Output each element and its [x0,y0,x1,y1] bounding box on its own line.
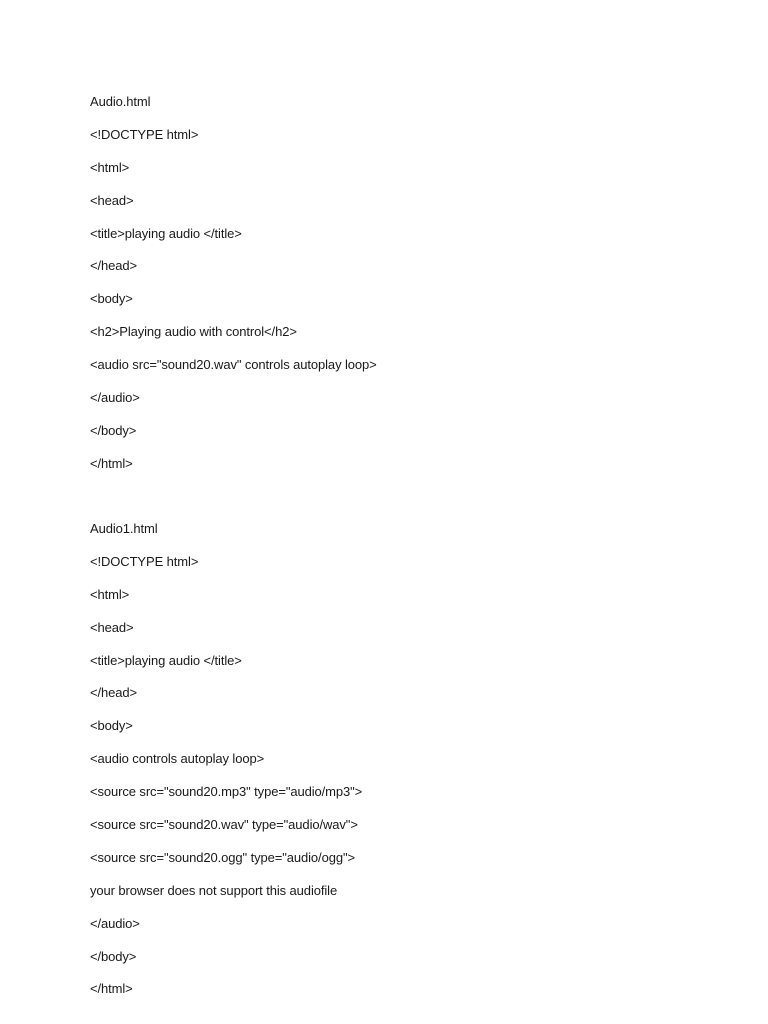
code-line: <html> [90,586,130,602]
code-line: <body> [90,718,133,734]
code-line: <html> [90,159,130,175]
code-line: </html> [90,455,133,471]
code-line: <title>playing audio </title> [90,652,242,668]
section-filename: Audio1.html [90,521,158,536]
code-line: your browser does not support this audiofile [90,882,338,898]
code-line: </body> [90,422,137,438]
code-section-audio-html [90,92,377,487]
code-line: <!DOCTYPE html> [90,126,199,142]
code-line: </html> [90,981,133,997]
code-line: </audio> [90,390,140,406]
code-line: <source src="sound20.mp3" type="audio/mp3"> [90,784,363,800]
code-line: <audio controls autoplay loop> [90,751,265,767]
code-line: <source src="sound20.wav" type="audio/wav"> [90,817,358,833]
section-filename: Audio.html [90,94,151,109]
code-line: <h2>Playing audio with control</h2> [90,324,297,340]
code-line: <audio src="sound20.wav" controls autoplay loop> [90,357,377,373]
code-line: </audio> [90,915,140,931]
code-section-audio1-html [90,519,362,1012]
code-line: </head> [90,685,138,701]
code-line: <source src="sound20.ogg" type="audio/ogg"> [90,849,355,865]
code-line: <head> [90,619,134,635]
code-line: <body> [90,291,133,307]
code-line: </body> [90,948,137,964]
code-line: </head> [90,258,138,274]
code-line: <title>playing audio </title> [90,225,242,241]
code-line: <head> [90,192,134,208]
code-line: <!DOCTYPE html> [90,553,199,569]
